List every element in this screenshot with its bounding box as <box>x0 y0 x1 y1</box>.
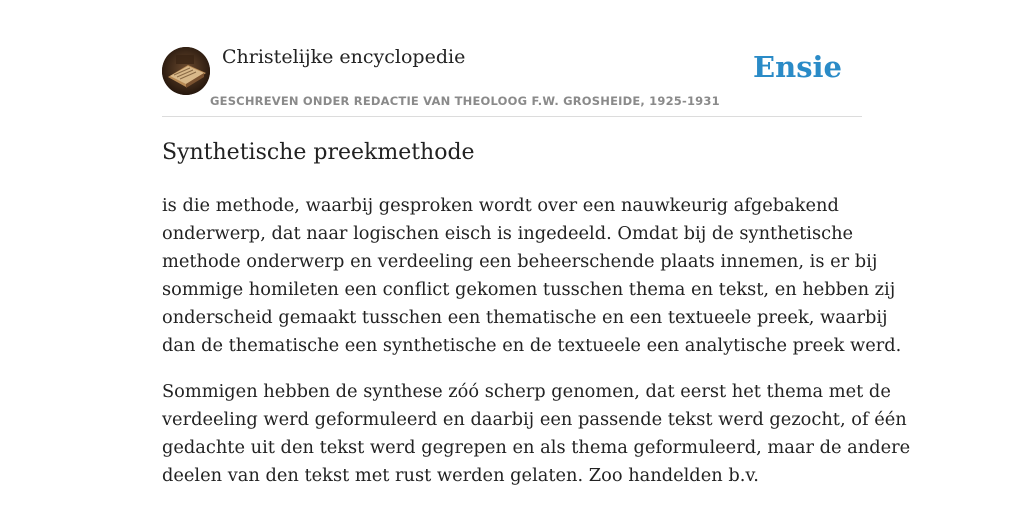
text-line: gedachte uit den tekst werd gegrepen en als thema geformuleerd, maar de andere <box>162 437 911 458</box>
text-line: onderscheid gemaakt tusschen een thematische en een textueele preek, waarbij <box>162 307 888 328</box>
source-title[interactable]: Christelijke encyclopedie <box>222 46 466 68</box>
text-line: Sommigen hebben de synthese zóó scherp genomen, dat eerst het thema met de <box>162 381 891 402</box>
text-line: verdeeling werd geformuleerd en daarbij een passende tekst werd gezocht, of één <box>162 409 907 430</box>
paragraph <box>162 378 911 490</box>
text-line: sommige homileten een conflict gekomen tusschen thema en tekst, en hebben zij <box>162 279 896 300</box>
paragraph <box>162 192 902 360</box>
book-photo-icon <box>162 47 210 95</box>
source-subtitle: GESCHREVEN ONDER REDACTIE VAN THEOLOOG F.W. GROSHEIDE, 1925-1931 <box>210 94 720 108</box>
article-title: Synthetische preekmethode <box>162 140 475 165</box>
source-avatar[interactable] <box>162 47 210 95</box>
text-line: onderwerp, dat naar logischen eisch is ingedeeld. Omdat bij de synthetische <box>162 223 854 244</box>
article-body <box>162 192 911 508</box>
brand-logo[interactable]: Ensie <box>753 50 842 84</box>
text-line: is die methode, waarbij gesproken wordt over een nauwkeurig afgebakend <box>162 195 839 216</box>
text-line: methode onderwerp en verdeeling een beheerschende plaats innemen, is er bij <box>162 251 878 272</box>
text-line: deelen van den tekst met rust werden gelaten. Zoo handelden b.v. <box>162 465 759 486</box>
source-header <box>162 45 862 117</box>
text-line: dan de thematische een synthetische en de textueele een analytische preek werd. <box>162 335 902 356</box>
